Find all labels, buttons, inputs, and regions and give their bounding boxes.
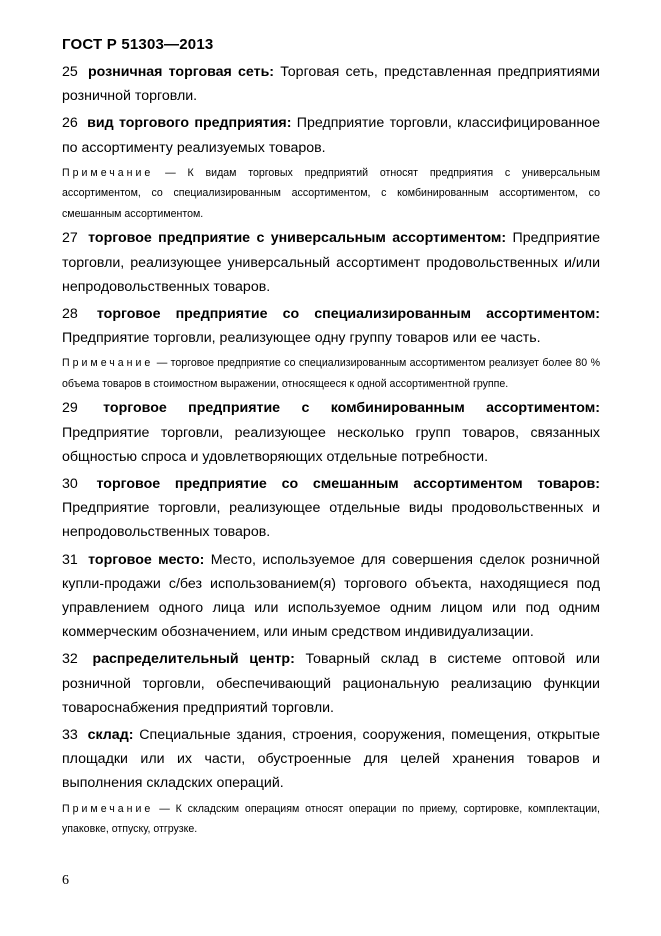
- term-definition: Предприятие торговли, реализующее одну группу товаров или ее часть.: [62, 330, 541, 347]
- term-definition: Предприятие торговли, реализующее отдельные виды продовольственных и непродовольственных товаров.: [62, 500, 600, 541]
- term-definition: Торговая сеть, представленная предприятиями розничной торговли.: [62, 64, 600, 105]
- term-number: 28: [62, 305, 78, 322]
- note-text: — торговое предприятие со специализированным ассортиментом реализует более 80 % объема товаров в стоимостном выражении, относящееся к одной ассортиментной группе.: [62, 357, 600, 390]
- term-title: торговое предприятие с универсальным ассортиментом:: [88, 230, 507, 247]
- note-label: Примечание: [62, 166, 154, 179]
- note-entry: [62, 163, 600, 225]
- term-definition: Товарный склад в системе оптовой или розничной торговли, обеспечивающий рациональную реализацию функции товароснабжения предприятий торговли.: [62, 651, 600, 716]
- term-title: торговое предприятие с комбинированным ассортиментом:: [103, 400, 600, 417]
- term-entry: [62, 60, 600, 108]
- term-definition: Место, используемое для совершения сделок розничной купли-продажи с/без использованием(я) торгового объекта, находящиеся под управлением одного лица или используемое одним лицом или под одним коммерческим обозначением, или иным средством индивидуализации.: [62, 551, 600, 641]
- note-label: Примечание: [62, 802, 154, 815]
- term-number: 25: [62, 64, 78, 80]
- page-number: 6: [62, 873, 69, 888]
- term-number: 33: [62, 726, 78, 743]
- term-number: 32: [62, 651, 78, 668]
- term-number: 26: [62, 115, 78, 132]
- note-entry: [62, 353, 600, 394]
- note-text: — К складским операциям относят операции по приему, сортировке, комплектации, упаковке, отпуску, отгрузке.: [62, 802, 600, 836]
- term-title: распределительный центр:: [92, 651, 295, 668]
- term-title: торговое предприятие со специализированным ассортиментом:: [96, 305, 600, 322]
- term-entry: [62, 723, 600, 796]
- term-number: 29: [62, 400, 78, 417]
- note-text: — К видам торговых предприятий относят предприятия с универсальным ассортиментом, со специализированным ассортиментом, с комбинированным ассортиментом, со смешанным ассортиментом.: [62, 166, 600, 220]
- term-entry: [62, 472, 600, 545]
- term-entry: [62, 548, 600, 645]
- note-entry: [62, 799, 600, 840]
- term-entry: [62, 647, 600, 720]
- term-number: 30: [62, 475, 78, 492]
- term-definition: Предприятие торговли, реализующее несколько групп товаров, связанных общностью спроса и удовлетворяющих отдельные потребности.: [62, 424, 600, 465]
- term-title: вид торгового предприятия:: [87, 115, 292, 132]
- term-title: торговое предприятие со смешанным ассортиментом товаров:: [96, 475, 600, 492]
- term-entry: [62, 226, 600, 299]
- note-label: Примечание: [62, 357, 154, 370]
- term-number: 31: [62, 551, 78, 568]
- term-entry: [62, 396, 600, 469]
- document-header: ГОСТ Р 51303—2013: [62, 36, 214, 53]
- term-number: 27: [62, 230, 78, 247]
- term-entry: [62, 302, 600, 350]
- document-body: [62, 60, 600, 842]
- term-title: розничная торговая сеть:: [87, 64, 275, 80]
- term-definition: Предприятие торговли, классифицированное по ассортименту реализуемых товаров.: [62, 115, 600, 156]
- term-definition: Предприятие торговли, реализующее универсальный ассортимент продовольственных и/или непродовольственных товаров.: [62, 230, 600, 295]
- term-definition: Специальные здания, строения, сооружения, помещения, открытые площадки или их части, обустроенные для целей хранения товаров и выполнения складских операций.: [62, 726, 600, 792]
- term-title: склад:: [87, 726, 134, 743]
- term-title: торговое место:: [88, 551, 205, 568]
- term-entry: [62, 111, 600, 159]
